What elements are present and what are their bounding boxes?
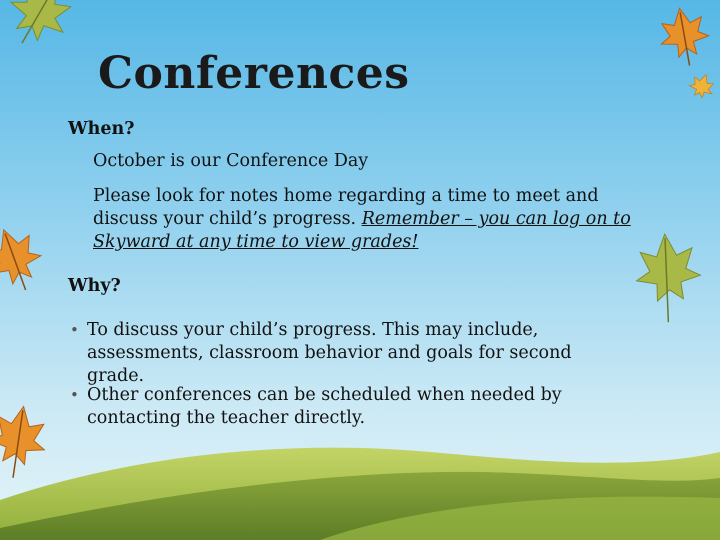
- slide-title: Conferences: [98, 48, 410, 99]
- why-heading: Why?: [68, 276, 121, 296]
- notes-home-paragraph: [93, 185, 633, 254]
- bullet-marker: •: [70, 321, 79, 339]
- conference-day-line: October is our Conference Day: [93, 151, 369, 171]
- bullet-marker: •: [70, 386, 79, 404]
- when-heading: When?: [68, 119, 135, 139]
- leaf-right-middle: [633, 231, 704, 324]
- bullet-text: Other conferences can be scheduled when needed by contacting the teacher directly.: [87, 385, 562, 428]
- skyward-reminder: Remember – you can log on to Skyward at any time to view grades!: [93, 209, 631, 252]
- notes-home-text: Please look for notes home regarding a time to meet and discuss your child’s progress.: [93, 186, 599, 229]
- bullet-text: To discuss your child’s progress. This may include, assessments, classroom behavior and goals for second grade.: [87, 320, 572, 386]
- leaf-bottom-left: [0, 402, 51, 483]
- leaf-small-right: [687, 71, 717, 101]
- leaf-left-middle: [0, 221, 50, 299]
- leaf-top-right: [656, 4, 713, 69]
- leaf-top-left: [0, 0, 83, 58]
